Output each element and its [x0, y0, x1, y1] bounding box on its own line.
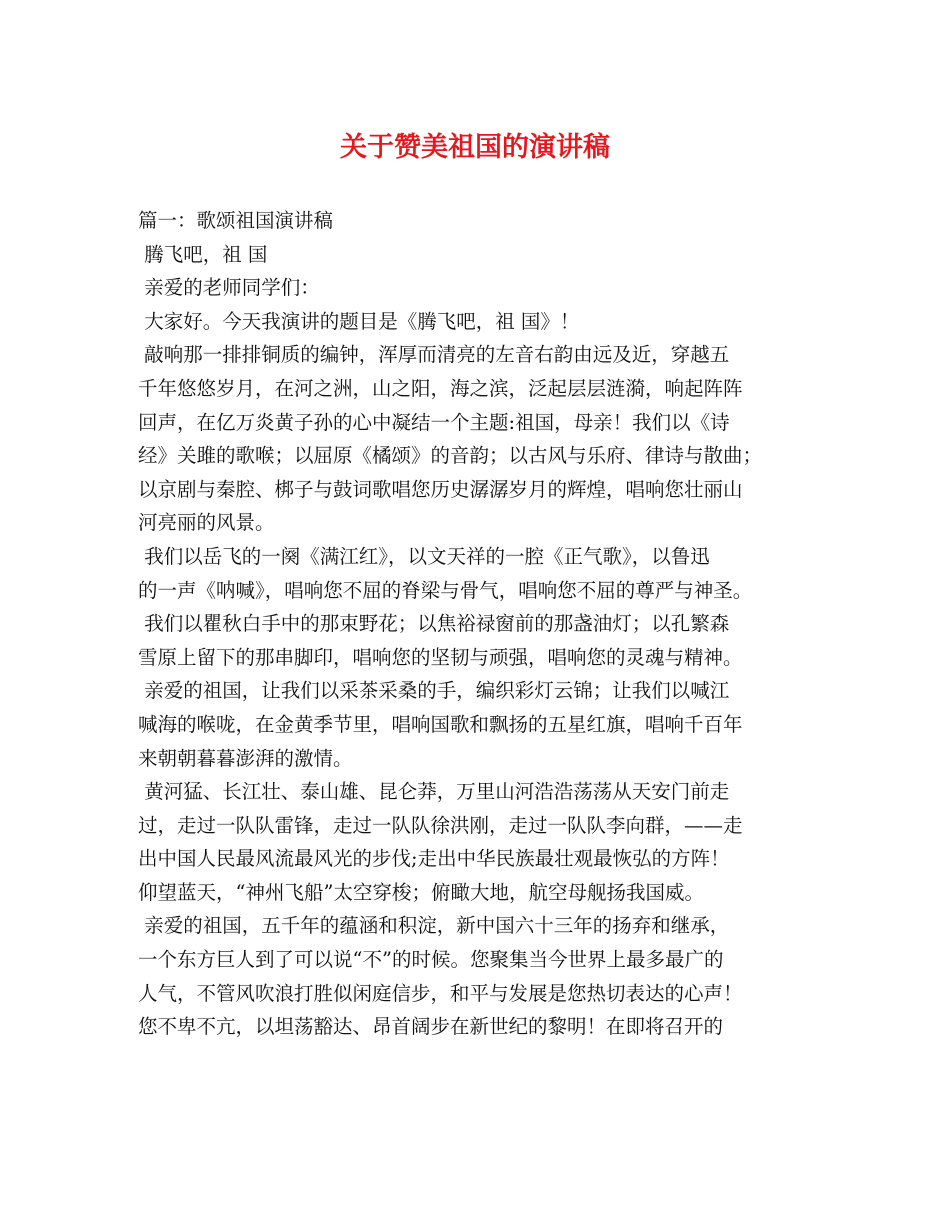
- text-line: 千年悠悠岁月，在河之洲，山之阳，海之滨，泛起层层涟漪，响起阵阵: [138, 376, 743, 400]
- text-line: 腾飞吧，祖 国: [138, 242, 268, 266]
- text-line: 您不卑不亢，以坦荡豁达、昂首阔步在新世纪的黎明！在即将召开的: [138, 1015, 724, 1039]
- text-line: 河亮丽的风景。: [138, 511, 275, 535]
- text-line: 人气，不管风吹浪打胜似闲庭信步，和平与发展是您热切表达的心声！: [138, 981, 743, 1005]
- document-title: 关于赞美祖国的演讲稿: [340, 132, 610, 163]
- text-line: 篇一：歌颂祖国演讲稿: [138, 209, 334, 232]
- document-body: [138, 204, 838, 1044]
- text-line: 以京剧与秦腔、梆子与鼓词歌唱您历史潺潺岁月的辉煌，唱响您壮丽山: [138, 477, 743, 501]
- text-line: 出中国人民最风流最风光的步伐;走出中华民族最壮观最恢弘的方阵！: [138, 847, 730, 871]
- text-line: 喊海的喉咙，在金黄季节里，唱响国歌和飘扬的五星红旗，唱响千百年: [138, 712, 743, 736]
- text-line: 回声，在亿万炎黄子孙的心中凝结一个主题:祖国，母亲！我们以《诗: [138, 410, 730, 434]
- text-line: 来朝朝暮暮澎湃的激情。: [138, 746, 353, 770]
- text-line: 黄河猛、长江壮、泰山雄、昆仑莽，万里山河浩浩荡荡从天安门前走: [138, 780, 730, 804]
- text-line: 一个东方巨人到了可以说“不”的时候。您聚集当今世界上最多最广的: [138, 948, 724, 972]
- text-line: 的一声《呐喊》，唱响您不屈的脊梁与骨气，唱响您不屈的尊严与神圣。: [138, 578, 753, 602]
- text-line: 敲响那一排排铜质的编钟，浑厚而清亮的左音右韵由远及近，穿越五: [138, 343, 730, 367]
- text-line: 大家好。今天我演讲的题目是《腾飞吧，祖 国》！: [138, 309, 580, 333]
- text-line: 亲爱的祖国，五千年的蕴涵和积淀，新中国六十三年的扬弃和继承，: [138, 914, 730, 938]
- text-line: 经》关雎的歌喉；以屈原《橘颂》的音韵；以古风与乐府、律诗与散曲；: [138, 444, 763, 468]
- text-line: 我们以岳飞的一阕《满江红》，以文天祥的一腔《正气歌》，以鲁迅: [138, 544, 710, 568]
- text-line: 我们以瞿秋白手中的那束野花；以焦裕禄窗前的那盏油灯；以孔繁森: [138, 612, 730, 636]
- text-line: 雪原上留下的那串脚印，唱响您的坚韧与顽强，唱响您的灵魂与精神。: [138, 645, 743, 669]
- text-line: 亲爱的老师同学们：: [138, 276, 320, 300]
- text-line: 仰望蓝天，“神州飞船”太空穿梭；俯瞰大地，航空母舰扬我国威。: [138, 880, 704, 904]
- text-line: 过，走过一队队雷锋，走过一队队徐洪刚，走过一队队李向群，——走: [138, 813, 743, 837]
- text-line: 亲爱的祖国，让我们以采茶采桑的手，编织彩灯云锦；让我们以喊江: [138, 679, 730, 703]
